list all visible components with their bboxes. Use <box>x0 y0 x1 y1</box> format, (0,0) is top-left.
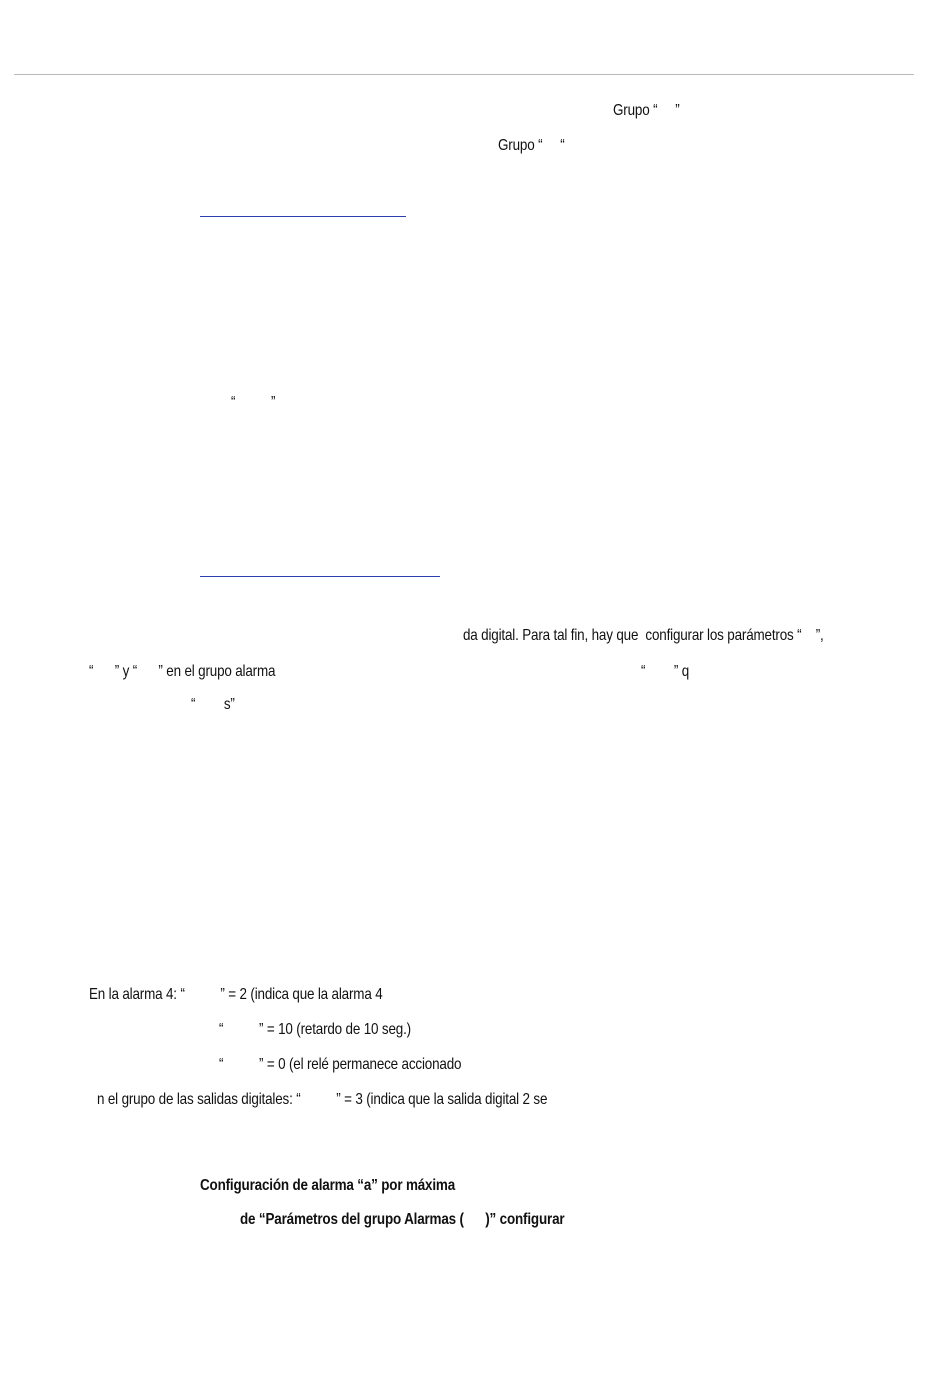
paragraph-line-3: “ s” <box>191 696 235 713</box>
hyperlink-underline-1[interactable] <box>200 216 406 217</box>
paragraph-line-1: da digital. Para tal fin, hay que configurar los parámetros “ ”, <box>463 627 824 644</box>
section-heading-1: Configuración de alarma “a” por máxima <box>200 1177 456 1194</box>
hyperlink-underline-2[interactable] <box>200 576 440 577</box>
header-rule <box>14 74 914 75</box>
paragraph-line-2a: “ ” y “ ” en el grupo alarma <box>89 663 276 680</box>
alarm-line-1: En la alarma 4: “ ” = 2 (indica que la alarma 4 <box>89 986 383 1003</box>
section-heading-2: de “Parámetros del grupo Alarmas ( )” configurar <box>240 1211 565 1228</box>
alarm-line-3: “ ” = 0 (el relé permanece accionado <box>219 1056 462 1073</box>
alarm-line-2: “ ” = 10 (retardo de 10 seg.) <box>219 1021 411 1038</box>
alarm-line-4: n el grupo de las salidas digitales: “ ” = 3 (indica que la salida digital 2 se <box>97 1091 548 1108</box>
paragraph-line-2b: “ ” q <box>641 663 690 680</box>
grupo-label-1: Grupo “ ” <box>613 102 680 119</box>
quoted-blank: “ ” <box>231 394 276 411</box>
grupo-label-2: Grupo “ “ <box>498 137 565 154</box>
